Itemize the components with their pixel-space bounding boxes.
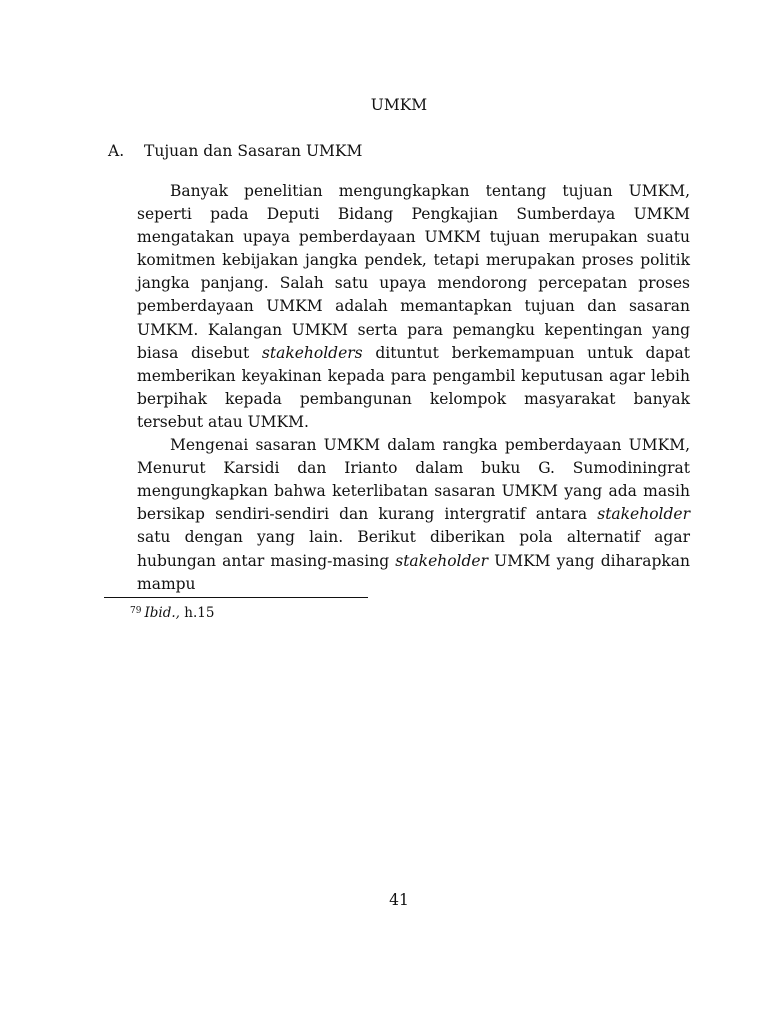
paragraph-2-text-b: satu dengan yang lain. Berikut diberikan pola alternatif agar hubungan antar masing-masing [137,528,690,570]
body-text [137,180,690,596]
paragraph-2 [137,434,690,596]
paragraph-2-text-c: UMKM yang diharapkan mampu [137,551,690,593]
paragraph-2-italic-2: stakeholder [395,551,489,570]
page-number: 41 [389,891,409,909]
footnote-separator [104,597,368,598]
section-heading-text: Tujuan dan Sasaran UMKM [144,142,363,160]
page-title: UMKM [370,96,428,114]
footnote-italic: Ibid., [144,605,180,621]
footnote-text: h.15 [179,605,215,621]
paragraph-1-text-a: Banyak penelitian mengungkapkan tentang tujuan UMKM, seperti pada Deputi Bidang Pengkajian Sumberdaya UMKM mengatakan upaya pemberdayaan UMKM tujuan merupakan suatu komitmen kebijakan jangka pendek, tetapi merupakan proses politik jangka panjang. Salah satu upaya mendorong percepatan proses pemberdayaan UMKM adalah memantapkan tujuan dan sasaran UMKM. Kalangan UMKM serta para pemangku kepentingan yang biasa disebut [137,182,690,362]
paragraph-2-text-a: Mengenai sasaran UMKM dalam rangka pemberdayaan UMKM, Menurut Karsidi dan Irianto dalam buku G. Sumodiningrat mengungkapkan bahwa keterlibatan sasaran UMKM yang ada masih bersikap sendiri-sendiri dan kurang intergratif antara [137,436,690,524]
paragraph-1 [137,180,690,434]
footnote [130,605,214,621]
paragraph-2-italic-1: stakeholder [597,505,690,524]
section-heading [108,142,362,160]
paragraph-1-italic: stakeholders [261,343,363,362]
paragraph-1-text-b: dituntut berkemampuan untuk dapat memberikan keyakinan kepada para pengambil keputusan agar lebih berpihak kepada pembangunan kelompok masyarakat banyak tersebut atau UMKM. [137,343,690,431]
footnote-number: 79 [130,606,142,616]
section-label: A. [108,142,125,160]
